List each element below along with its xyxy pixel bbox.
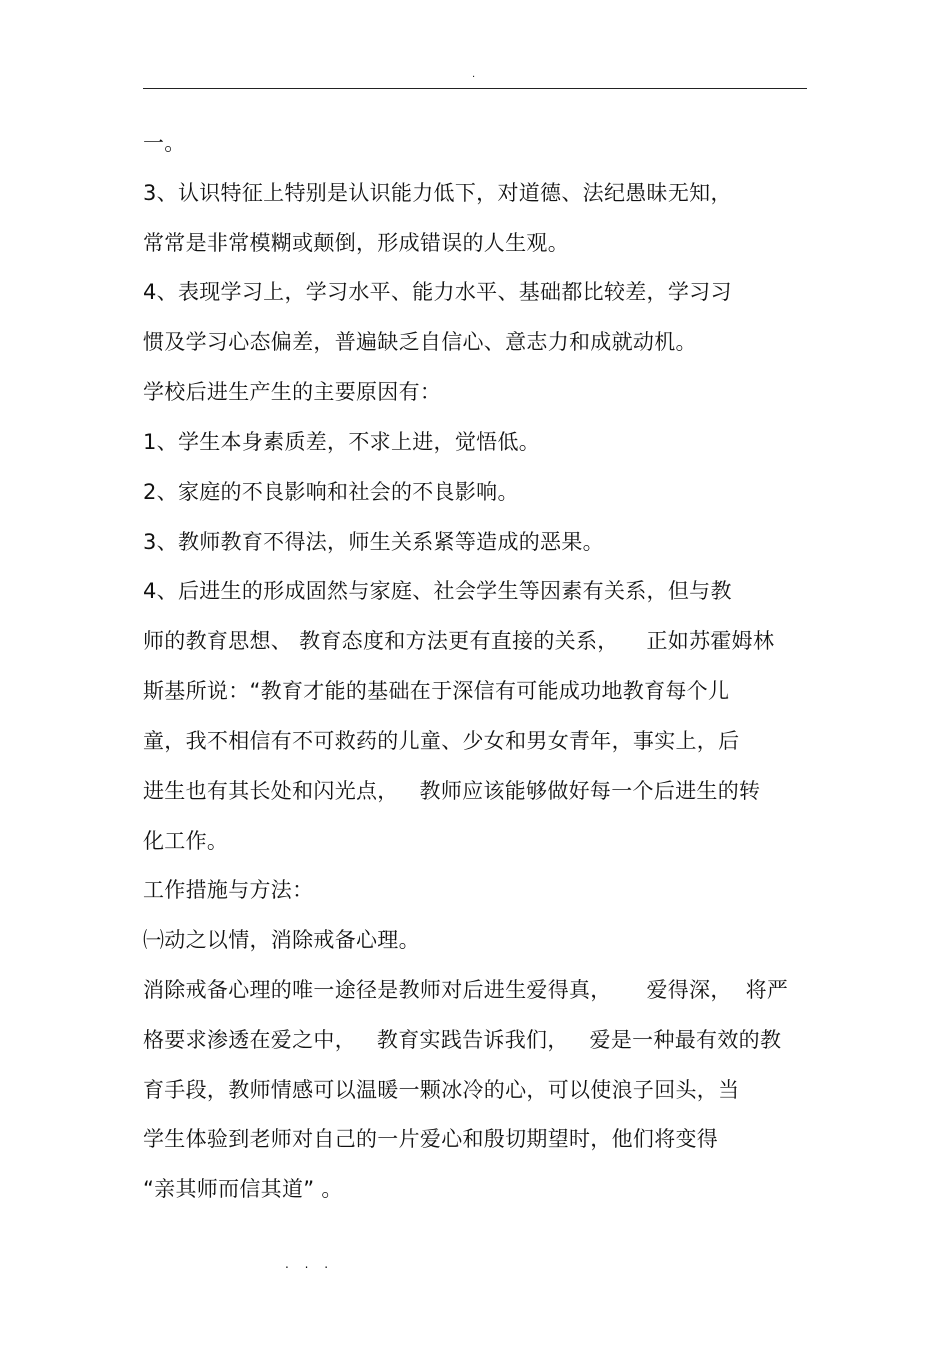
body-line: 4、后进生的形成固然与家庭、社会学生等因素有关系，但与教 [143,579,732,603]
body-line: 3、认识特征上特别是认识能力低下，对道德、法纪愚昧无知， [143,181,732,205]
body-line: 4、表现学习上，学习水平、能力水平、基础都比较差，学习习 [143,280,732,304]
body-line: 1、学生本身素质差，不求上进，觉悟低。 [143,430,541,454]
body-line: 格要求渗透在爱之中， 教育实践告诉我们， 爱是一种最有效的教 [143,1028,782,1052]
body-line: 童，我不相信有不可救药的儿童、少女和男女青年，事实上，后 [143,729,740,753]
body-line: 3、教师教育不得法，师生关系紧等造成的恶果。 [143,530,604,554]
body-line: 学校后进生产生的主要原因有： [143,380,442,404]
header-mark: . [472,69,476,80]
body-line: 育手段，教师情感可以温暖一颗冰冷的心，可以使浪子回头，当 [143,1078,740,1102]
body-line: 进生也有其长处和闪光点， 教师应该能够做好每一个后进生的转 [143,779,761,803]
header-rule [143,88,807,89]
body-line: 师的教育思想、 教育态度和方法更有直接的关系， 正如苏霍姆林 [143,629,775,653]
body-line: 学生体验到老师对自己的一片爱心和殷切期望时，他们将变得 [143,1127,719,1151]
body-line: 常常是非常模糊或颠倒，形成错误的人生观。 [143,231,569,255]
body-line: ㈠动之以情，消除戒备心理。 [143,928,420,952]
body-line: 消除戒备心理的唯一途径是教师对后进生爱得真， 爱得深， 将严 [143,978,789,1002]
footer-mark: . . . [285,1257,335,1271]
body-line: 一。 [143,131,186,155]
body-line: 惯及学习心态偏差，普遍缺乏自信心、意志力和成就动机。 [143,330,697,354]
body-line: 化工作。 [143,829,229,853]
body-line: 2、家庭的不良影响和社会的不良影响。 [143,480,519,504]
body-line: 工作措施与方法： [143,878,314,902]
body-line: 斯基所说：“教育才能的基础在于深信有可能成功地教育每个儿 [143,679,730,703]
body-line: “亲其师而信其道” 。 [143,1177,343,1201]
